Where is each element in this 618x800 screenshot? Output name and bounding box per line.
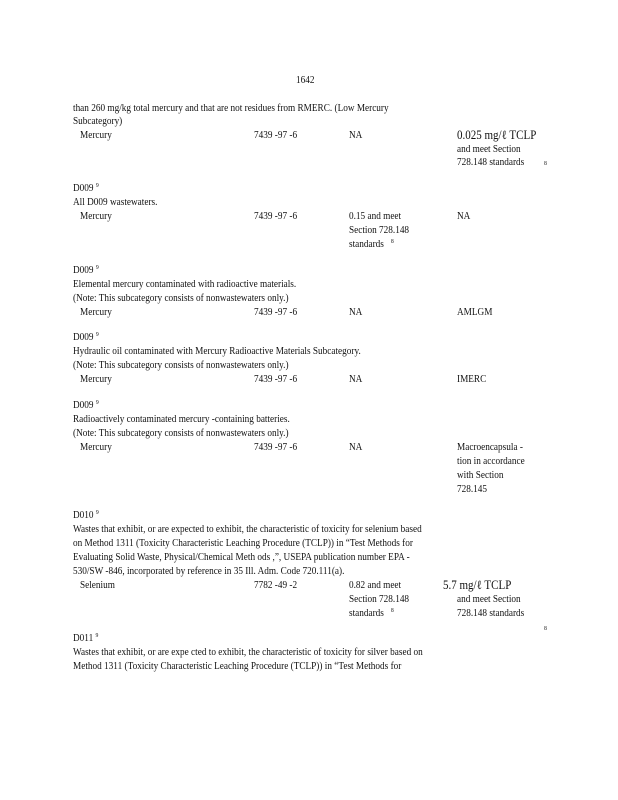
constituent-name: Mercury bbox=[80, 374, 112, 385]
waste-description-line: 530/SW -846, incorporated by reference in 35 Ill. Adm. Code 720.111(a). bbox=[73, 566, 345, 577]
wastewater-standard: 0.82 and meet bbox=[349, 580, 402, 591]
waste-note: (Note: This subcategory consists of nonwastewaters only.) bbox=[73, 428, 289, 439]
wastewater-standard: NA bbox=[349, 307, 363, 318]
wastewater-standard: NA bbox=[349, 130, 363, 141]
waste-code: D009 $^9$ bbox=[73, 182, 99, 194]
waste-description: Radioactively contaminated mercury -containing batteries. bbox=[73, 414, 290, 425]
wastewater-standard: NA bbox=[349, 442, 363, 453]
waste-description-line: Evaluating Solid Waste, Physical/Chemical Meth ods ,”, USEPA publication number EPA - bbox=[73, 552, 410, 563]
nonwastewater-standard: 0.025 mg/ℓ TCLP bbox=[457, 128, 537, 142]
waste-code: D010 $^9$ bbox=[73, 509, 99, 521]
cas-number: 7782 -49 -2 bbox=[254, 580, 298, 591]
wastewater-standard: 0.15 and meet bbox=[349, 211, 402, 222]
nonwastewater-standard-line: and meet Section bbox=[457, 594, 521, 605]
wastewater-standard-line: Section 728.148 bbox=[349, 225, 410, 236]
nonwastewater-standard-line: with Section bbox=[457, 470, 504, 481]
nonwastewater-standard: Macroencapsula - bbox=[457, 442, 523, 453]
nonwastewater-standard: NA bbox=[457, 211, 471, 222]
wastewater-standard-line: standards $^8$ bbox=[349, 607, 394, 619]
nonwastewater-standard: AMLGM bbox=[457, 307, 493, 318]
cas-number: 7439 -97 -6 bbox=[254, 374, 298, 385]
waste-description: Wastes that exhibit, or are expe cted to exhibit, the characteristic of toxicity for silver based on bbox=[73, 647, 423, 658]
waste-description: Wastes that exhibit, or are expected to exhibit, the characteristic of toxicity for selenium based bbox=[73, 524, 422, 535]
constituent-name: Selenium bbox=[80, 580, 115, 591]
waste-description-line: on Method 1311 (Toxicity Characteristic Leaching Procedure (TCLP)) in “Test Methods for bbox=[73, 538, 413, 549]
constituent-name: Mercury bbox=[80, 211, 112, 222]
intro-line-1: than 260 mg/kg total mercury and that are not residues from RMERC. (Low Mercury bbox=[73, 103, 389, 114]
page-number: 1642 bbox=[296, 75, 315, 86]
nonwastewater-standard-line: tion in accordance bbox=[457, 456, 525, 467]
wastewater-standard-line: standards $^8$ bbox=[349, 238, 394, 250]
constituent-name: Mercury bbox=[80, 442, 112, 453]
waste-description: Hydraulic oil contaminated with Mercury Radioactive Materials Subcategory. bbox=[73, 346, 361, 357]
constituent-name: Mercury bbox=[80, 307, 112, 318]
nonwastewater-standard-line: 728.148 standards bbox=[457, 157, 525, 168]
constituent-name: Mercury bbox=[80, 130, 112, 141]
intro-line-2: Subcategory) bbox=[73, 116, 123, 127]
waste-code: D009 $^9$ bbox=[73, 331, 99, 343]
waste-code: D009 $^9$ bbox=[73, 399, 99, 411]
nonwastewater-standard-line: and meet Section bbox=[457, 144, 521, 155]
footnote-marker: 8 bbox=[544, 160, 547, 167]
wastewater-standard-line: Section 728.148 bbox=[349, 594, 410, 605]
nonwastewater-standard-line: 728.145 bbox=[457, 484, 488, 495]
wastewater-standard: NA bbox=[349, 374, 363, 385]
waste-note: (Note: This subcategory consists of nonwastewaters only.) bbox=[73, 360, 289, 371]
waste-note: (Note: This subcategory consists of nonwastewaters only.) bbox=[73, 293, 289, 304]
waste-description-line: Method 1311 (Toxicity Characteristic Leaching Procedure (TCLP)) in “Test Methods for bbox=[73, 661, 402, 672]
nonwastewater-standard-line: 728.148 standards bbox=[457, 608, 525, 619]
cas-number: 7439 -97 -6 bbox=[254, 211, 298, 222]
cas-number: 7439 -97 -6 bbox=[254, 442, 298, 453]
nonwastewater-standard: IMERC bbox=[457, 374, 487, 385]
waste-description: Elemental mercury contaminated with radioactive materials. bbox=[73, 279, 297, 290]
footnote-marker: 8 bbox=[544, 624, 547, 632]
waste-description: All D009 wastewaters. bbox=[73, 197, 158, 208]
cas-number: 7439 -97 -6 bbox=[254, 130, 298, 141]
waste-code: D011 $^9$ bbox=[73, 632, 99, 644]
nonwastewater-standard: 5.7 mg/ℓ TCLP bbox=[443, 578, 512, 592]
cas-number: 7439 -97 -6 bbox=[254, 307, 298, 318]
waste-code: D009 $^9$ bbox=[73, 264, 99, 276]
